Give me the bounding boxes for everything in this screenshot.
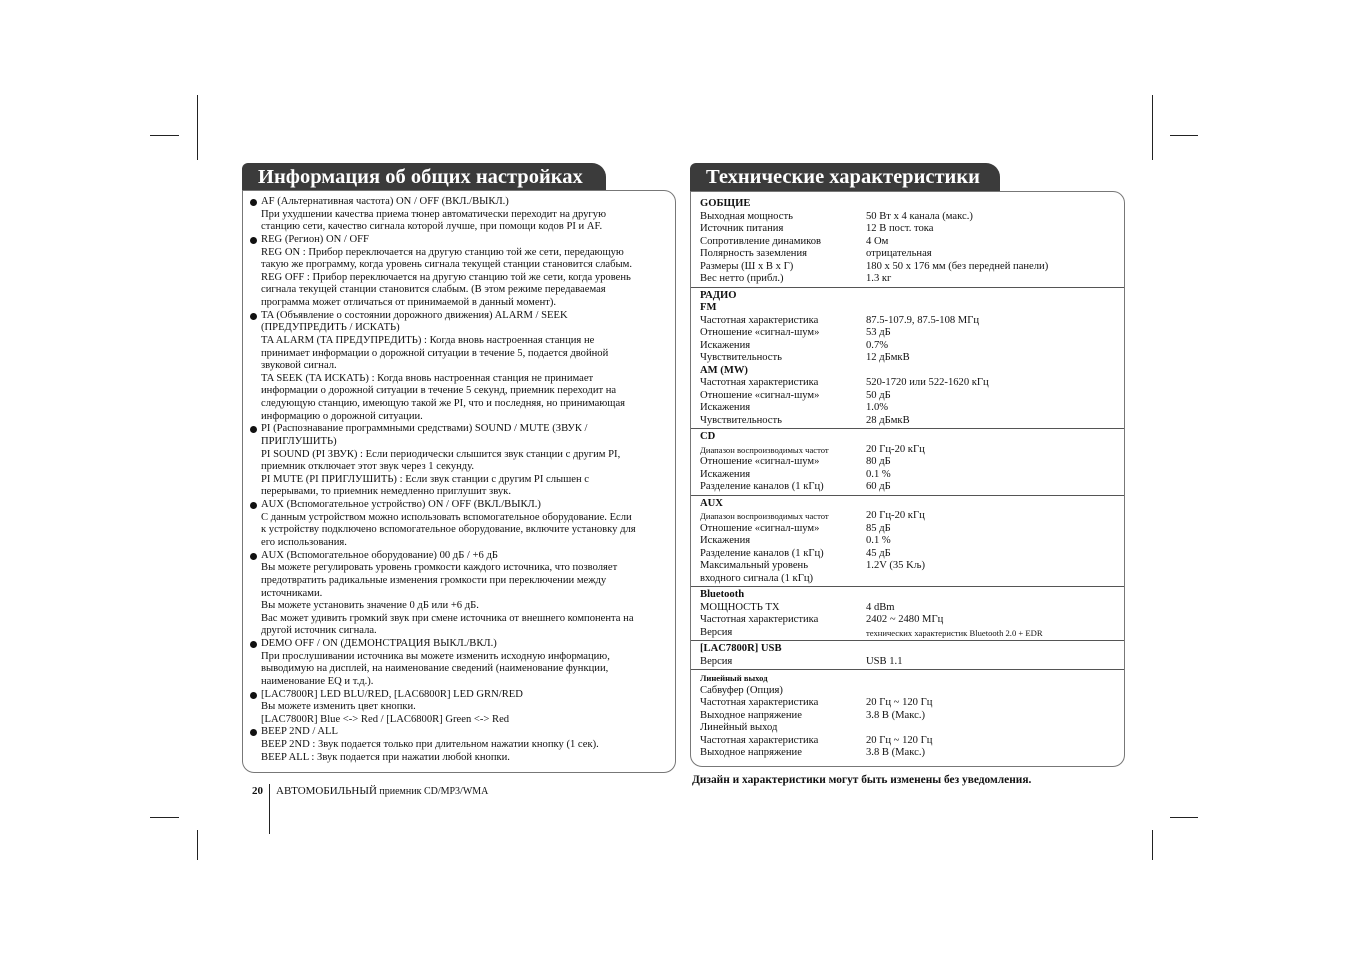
spec-value: 12 В пост. тока <box>866 223 934 234</box>
line-text: следующую станцию, имеющую такой же PI, что и последняя, но принимающая <box>261 398 626 410</box>
spec-row <box>700 390 1124 403</box>
line-text: BEEP 2ND / ALL <box>261 726 339 738</box>
line-text: программа может отличаться от принимаемой в данный момент). <box>261 297 557 309</box>
line-text: AUX (Вспомогательное оборудование) 00 дБ / +6 дБ <box>261 549 498 561</box>
crop-mark <box>197 830 198 860</box>
line-text: Вас может удивить громкий звук при смене источника от внешнего компонента на <box>261 612 634 624</box>
spec-label: Версия <box>700 626 733 638</box>
spec-section-heading <box>700 290 1124 303</box>
spec-section <box>691 428 1124 495</box>
spec-section <box>691 287 1124 429</box>
setting-text <box>261 373 593 386</box>
setting-text <box>261 613 634 626</box>
spec-section <box>691 669 1124 761</box>
spec-label: Разделение каналов (1 кГц) <box>700 547 824 559</box>
crop-mark <box>150 135 179 136</box>
spec-label: Линейный выход <box>700 722 778 733</box>
bullet-icon <box>250 199 257 206</box>
heading-text: [LAC7800R] USB <box>700 643 782 654</box>
spec-value: 20 Гц ~ 120 Гц <box>866 697 933 708</box>
spec-row <box>700 248 1124 261</box>
crop-mark <box>150 817 179 818</box>
spec-value: 20 Гц ~ 120 Гц <box>866 734 933 746</box>
spec-label: Максимальный уровень <box>700 560 809 571</box>
bullet-icon <box>250 641 257 648</box>
crop-mark <box>1152 830 1153 860</box>
spec-label: Выходная мощность <box>700 210 793 222</box>
bullet-icon <box>250 426 257 433</box>
line-text: PI MUTE (PI ПРИГЛУШИТЬ) : Если звук станции с другим PI слышен с <box>261 473 589 485</box>
setting-text <box>261 411 423 424</box>
line-text: приемник отключает этот звук через 1 секунду. <box>261 461 475 473</box>
crop-mark <box>1170 817 1198 818</box>
spec-row <box>700 444 1124 457</box>
bullet-icon <box>250 553 257 560</box>
crop-mark <box>1170 135 1198 136</box>
line-text: станцию сети, качество сигнала которой лучше, при помощи кодов PI и AF. <box>261 221 603 233</box>
spec-label: Искажения <box>700 468 751 480</box>
general-settings-panel <box>242 190 676 773</box>
spec-row <box>700 481 1124 494</box>
line-text: источниками. <box>261 587 323 599</box>
setting-heading <box>261 726 338 739</box>
specs-disclaimer: Дизайн и характеристики могут быть изменены без уведомления. <box>692 774 1032 786</box>
line-text: выводимую на дисплей, на наименование сведений (наименование функции, <box>261 663 609 675</box>
spec-row <box>700 377 1124 390</box>
bullet-icon <box>250 502 257 509</box>
line-text: При прослушивании источника вы можете изменить исходную информацию, <box>261 650 610 662</box>
spec-row <box>700 510 1124 523</box>
setting-heading <box>261 689 523 702</box>
setting-text <box>261 739 599 752</box>
heading-text: FM <box>700 302 717 313</box>
line-text: сигнала текущей станции становится слабым. (В этом режиме передаваемая <box>261 284 606 296</box>
setting-text <box>261 335 594 348</box>
line-text: При ухудшении качества приема тюнер автоматически переходит на другую <box>261 208 606 220</box>
setting-heading <box>261 423 587 436</box>
spec-row <box>700 327 1124 340</box>
heading-text: Линейный выход <box>700 673 768 683</box>
bullet-icon <box>250 313 257 320</box>
spec-label: Источник питания <box>700 223 784 234</box>
spec-label: Частотная характеристика <box>700 614 819 625</box>
line-text: REG ON : Прибор переключается на другую станцию той же сети, передающую <box>261 246 624 258</box>
setting-text <box>261 209 606 222</box>
line-text: наименование EQ и т.д.). <box>261 675 374 687</box>
spec-label: Сабвуфер (Опция) <box>700 684 783 696</box>
setting-text <box>261 752 510 765</box>
heading-text: AM (MW) <box>700 364 748 376</box>
setting-text <box>261 651 610 664</box>
setting-heading <box>261 196 509 209</box>
spec-value: 12 дБмкВ <box>866 352 910 363</box>
spec-row <box>700 223 1124 236</box>
spec-row <box>700 697 1124 710</box>
spec-row <box>700 315 1124 328</box>
spec-value: 87.5-107.9, 87.5-108 МГц <box>866 314 980 326</box>
spec-row <box>700 656 1124 669</box>
line-text: (ПРЕДУПРЕДИТЬ / ИСКАТЬ) <box>261 322 400 334</box>
line-text: BEEP 2ND : Звук подается только при длительном нажатии кнопку (1 сек). <box>261 739 599 751</box>
spec-row <box>700 710 1124 723</box>
line-text: звуковой сигнал. <box>261 360 337 372</box>
spec-value: 20 Гц-20 кГц <box>866 443 925 455</box>
spec-label: Частотная характеристика <box>700 734 819 746</box>
line-text: TA SEEK (TA ИСКАТЬ) : Когда вновь настроенная станция не принимает <box>261 372 594 384</box>
line-text: AUX (Вспомогательное устройство) ON / OFF (ВКЛ./ВЫКЛ.) <box>261 499 541 511</box>
spec-row <box>700 352 1124 365</box>
spec-value: отрицательная <box>866 248 932 259</box>
spec-value: 85 дБ <box>866 522 891 534</box>
spec-label: Чувствительность <box>700 414 782 426</box>
spec-row <box>700 560 1124 573</box>
spec-label: МОЩНОСТЬ TX <box>700 601 780 613</box>
setting-text <box>261 247 624 260</box>
spec-label: Отношение «сигнал-шум» <box>700 522 820 534</box>
setting-text <box>261 474 589 487</box>
heading-text: Bluetooth <box>700 589 745 600</box>
spec-value: 180 x 50 x 176 мм (без передней панели) <box>866 260 1049 272</box>
line-text: к устройству подключено вспомогательное оборудование, включите установку для <box>261 524 636 536</box>
spec-value: 1.2V (35 Kљ) <box>866 560 926 571</box>
spec-row <box>700 747 1124 760</box>
setting-heading <box>261 310 568 323</box>
spec-value: 0.1 % <box>866 535 891 546</box>
spec-label: Полярность заземления <box>700 248 807 259</box>
setting-text <box>261 436 337 449</box>
spec-label: Разделение каналов (1 кГц) <box>700 481 824 492</box>
line-text: PI (Распознавание программными средствами) SOUND / MUTE (ЗВУК / <box>261 423 588 435</box>
spec-section <box>691 495 1124 587</box>
line-text: PI SOUND (PI ЗВУК) : Если периодически слышится звук станции с другим PI, <box>261 448 621 460</box>
spec-value: 28 дБмкВ <box>866 414 910 426</box>
spec-row <box>700 602 1124 615</box>
spec-section <box>691 640 1124 669</box>
line-text: Вы можете изменить цвет кнопки. <box>261 701 416 713</box>
setting-heading <box>261 499 541 512</box>
heading-text: AUX <box>700 497 723 509</box>
spec-label: Сопротивление динамиков <box>700 235 822 247</box>
spec-value: 1.3 кг <box>866 273 892 284</box>
spec-label: Искажения <box>700 402 751 413</box>
setting-text <box>261 272 631 285</box>
spec-value: 20 Гц-20 кГц <box>866 510 925 521</box>
spec-row <box>700 236 1124 249</box>
spec-section-heading <box>700 198 1124 211</box>
spec-value: 3.8 В (Макс.) <box>866 747 926 758</box>
spec-section-heading <box>700 498 1124 511</box>
line-text: Вы можете регулировать уровень громкости каждого источника, что позволяет <box>261 562 618 574</box>
setting-text <box>261 297 556 310</box>
spec-value: 45 дБ <box>866 547 891 559</box>
setting-text <box>261 385 616 398</box>
line-text: его использования. <box>261 537 347 548</box>
setting-text <box>261 562 617 575</box>
setting-heading <box>261 234 369 247</box>
setting-text <box>261 714 509 727</box>
setting-text <box>261 588 322 601</box>
spec-value: 60 дБ <box>866 481 891 492</box>
setting-text <box>261 625 377 638</box>
general-settings-title: Информация об общих настройках <box>242 163 606 191</box>
spec-value: технических характеристик Bluetooth 2.0 + EDR <box>866 627 1043 638</box>
spec-value: 50 дБ <box>866 389 891 401</box>
crop-mark <box>1152 95 1153 160</box>
spec-label: Диапазон воспроизводимых частот <box>700 444 829 455</box>
line-text: С данным устройством можно использовать вспомогательное оборудование. Если <box>261 511 632 523</box>
line-text: такую же программу, когда уровень сигнала текущей станции становится слабым. <box>261 259 632 271</box>
caption-caps: АВТОМОБИЛЬНЫЙ <box>276 785 377 797</box>
heading-text: GОБЩИЕ <box>700 198 751 209</box>
setting-text <box>261 284 606 297</box>
spec-value: 1.0% <box>866 402 889 413</box>
spec-label: входного сигнала (1 кГц) <box>700 572 814 584</box>
spec-label: Отношение «сигнал-шум» <box>700 327 820 338</box>
spec-label: Частотная характеристика <box>700 697 819 708</box>
setting-text <box>261 512 632 525</box>
setting-text <box>261 524 636 537</box>
specs-title: Технические характеристики <box>690 163 1000 191</box>
spec-value: 4 Ом <box>866 235 889 247</box>
crop-mark <box>197 95 198 160</box>
spec-section-heading <box>700 643 1124 656</box>
spec-row <box>700 456 1124 469</box>
setting-text <box>261 348 608 361</box>
setting-text <box>261 537 347 550</box>
setting-text <box>261 221 602 234</box>
spec-label: Искажения <box>700 535 751 546</box>
bullet-icon <box>250 692 257 699</box>
line-text: перерывами, то приемник немедленно приглушит звук. <box>261 486 511 498</box>
setting-text <box>261 663 608 676</box>
specs-panel <box>690 191 1125 767</box>
spec-section-heading <box>700 365 1124 378</box>
line-text: DEMO OFF / ON (ДЕМОНСТРАЦИЯ ВЫКЛ./ВКЛ.) <box>261 638 497 650</box>
line-text: [LAC7800R] Blue <-> Red / [LAC6800R] Green <-> Red <box>261 713 510 725</box>
spec-value: 0.7% <box>866 339 889 351</box>
spec-label: Версия <box>700 655 733 667</box>
spec-row <box>700 340 1124 353</box>
setting-text <box>261 600 479 613</box>
line-text: TA (Объявление о состоянии дорожного движения) ALARM / SEEK <box>261 309 568 321</box>
spec-row <box>700 273 1124 286</box>
spec-label: Вес нетто (прибл.) <box>700 273 784 284</box>
spec-row <box>700 685 1124 698</box>
spec-label: Чувствительность <box>700 352 782 363</box>
specs-table <box>691 192 1124 761</box>
line-text: информацию о дорожной ситуации. <box>261 410 423 422</box>
setting-text <box>261 398 625 411</box>
line-text: REG OFF : Прибор переключается на другую станцию той же сети, когда уровень <box>261 271 631 283</box>
spec-label: Отношение «сигнал-шум» <box>700 456 820 467</box>
spec-value: 50 Вт x 4 канала (макс.) <box>866 210 973 222</box>
spec-row <box>700 211 1124 224</box>
line-text: принимает информации о дорожной ситуации в течение 5, подается двойной <box>261 347 609 359</box>
setting-text <box>261 676 373 689</box>
spec-row <box>700 735 1124 748</box>
footer-divider <box>269 784 270 834</box>
spec-label: Выходное напряжение <box>700 709 802 721</box>
setting-text <box>261 701 416 714</box>
line-text: другой источник сигнала. <box>261 625 377 637</box>
spec-value: 520-1720 или 522-1620 кГц <box>866 377 989 388</box>
setting-text <box>261 449 620 462</box>
setting-text <box>261 360 337 373</box>
bullet-icon <box>250 237 257 244</box>
spec-row <box>700 627 1124 640</box>
page-caption <box>276 785 488 797</box>
setting-text <box>261 461 474 474</box>
setting-text <box>261 259 632 272</box>
line-text: [LAC7800R] LED BLU/RED, [LAC6800R] LED GRN/RED <box>261 688 523 700</box>
caption-rest: приемник CD/MP3/WMA <box>376 786 489 797</box>
spec-row <box>700 535 1124 548</box>
bullet-icon <box>250 729 257 736</box>
setting-text <box>261 322 400 335</box>
page-number: 20 <box>252 785 263 797</box>
spec-value: 80 дБ <box>866 456 891 467</box>
line-text: ПРИГЛУШИТЬ) <box>261 435 337 447</box>
line-text: BEEP ALL : Звук подается при нажатии любой кнопки. <box>261 751 510 763</box>
spec-section-heading <box>700 672 1124 685</box>
spec-row <box>700 402 1124 415</box>
spec-label: Искажения <box>700 339 751 351</box>
setting-heading <box>261 550 498 563</box>
spec-section-heading <box>700 589 1124 602</box>
heading-text: CD <box>700 431 716 442</box>
spec-section-heading <box>700 302 1124 315</box>
line-text: AF (Альтернативная частота) ON / OFF (ВКЛ./ВЫКЛ.) <box>261 196 509 207</box>
setting-text <box>261 486 511 499</box>
line-text: REG (Регион) ON / OFF <box>261 233 369 245</box>
spec-value: 4 dBm <box>866 601 895 613</box>
spec-row <box>700 573 1124 586</box>
line-text: предотвратить радикальные изменения громкости при переключении между <box>261 574 607 586</box>
spec-label: Частотная характеристика <box>700 377 819 388</box>
spec-label: Частотная характеристика <box>700 314 819 326</box>
setting-heading <box>261 638 497 651</box>
spec-section-heading <box>700 431 1124 444</box>
line-text: информации о дорожной ситуации в течение 5 секунд, приемник переходит на <box>261 385 617 397</box>
spec-value: 0.1 % <box>866 468 891 480</box>
line-text: TA ALARM (TA ПРЕДУПРЕДИТЬ) : Когда вновь настроенная станция не <box>261 334 595 346</box>
spec-value: 3.8 В (Макс.) <box>866 709 926 721</box>
spec-section <box>691 586 1124 640</box>
setting-text <box>261 575 606 588</box>
spec-value: USB 1.1 <box>866 655 903 667</box>
line-text: Вы можете установить значение 0 дБ или +6 дБ. <box>261 600 479 612</box>
spec-label: Диапазон воспроизводимых частот <box>700 511 829 521</box>
spec-row <box>700 261 1124 274</box>
spec-section <box>691 196 1124 287</box>
heading-text: РАДИО <box>700 289 737 301</box>
spec-row <box>700 523 1124 536</box>
spec-label: Размеры (Ш x В x Г) <box>700 260 794 272</box>
spec-row <box>700 548 1124 561</box>
spec-row <box>700 415 1124 428</box>
spec-row <box>700 722 1124 735</box>
spec-row <box>700 469 1124 482</box>
spec-value: 53 дБ <box>866 327 891 338</box>
spec-value: 2402 ~ 2480 МГц <box>866 614 944 625</box>
spec-label: Выходное напряжение <box>700 747 802 758</box>
spec-row <box>700 614 1124 627</box>
spec-label: Отношение «сигнал-шум» <box>700 389 820 401</box>
